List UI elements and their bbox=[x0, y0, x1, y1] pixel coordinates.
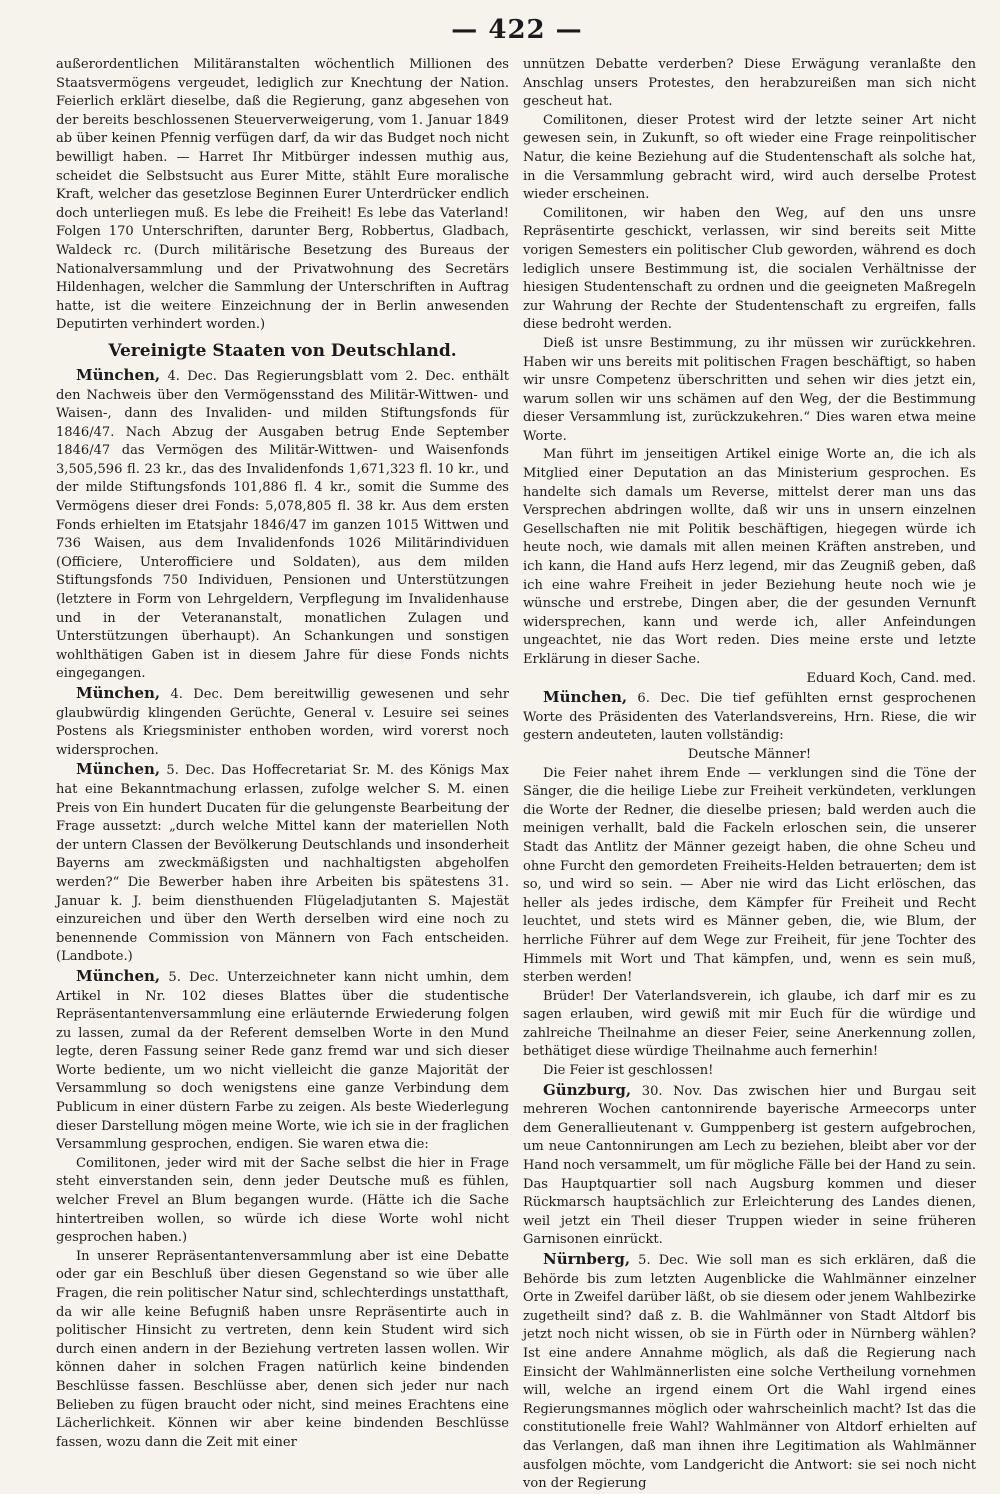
dateline: Nürnberg, bbox=[543, 1250, 631, 1268]
article-guenzburg bbox=[523, 1081, 976, 1250]
paragraph: Comilitonen, dieser Protest wird der letzte seiner Art nicht gewesen sein, in Zukunft, so oft wieder eine Frage reinpolitischer Natur, die keine Beziehung auf die Studentenschaft als solche hat, in die Versammlung gebracht wird, wird auch derselbe Protest wieder erscheinen. bbox=[523, 112, 976, 203]
article-muenchen-4 bbox=[56, 967, 509, 1155]
columns bbox=[56, 56, 978, 1494]
article-muenchen-2 bbox=[56, 684, 509, 760]
article-text: 5. Dec. Das Hoffecretariat Sr. M. des Königs Max hat eine Bekanntmachung erlassen, zufolge welcher S. M. einen Preis von Ein hundert Ducaten für die gelungenste Bearbeitung der Frage aussetzt: „durch welche Mittel kann der materiellen Noth der untern Classen der Bevölkerung Deutschlands und insonderheit Bayerns am zweckmäßigsten und nachhaltigsten abgeholfen werden?“ Die Bewerber haben ihre Arbeiten bis spätestens 31. Januar k. J. beim diensthuenden Flügeladjutanten S. Majestät einzureichen und über den Werth derselben wird eine noch zu benennende Commission von Männern von Fach entscheiden. (Landbote.) bbox=[56, 763, 509, 965]
dateline: Günzburg, bbox=[543, 1080, 632, 1099]
paragraph: unnützen Debatte verderben? Diese Erwägung veranlaßte den Anschlag unsers Protestes, den herabzureißen man sich nicht gescheut hat. bbox=[523, 57, 976, 110]
page-number: — 422 — bbox=[451, 15, 583, 45]
article-muenchen-1 bbox=[56, 366, 509, 684]
paragraph: Brüder! Der Vaterlandsverein, ich glaube, ich darf mir es zu sagen erlauben, wird gewiß mit mir Euch für die würdige und zahlreiche Theilnahme an dieser Feier, seine Anerkennung zollen, bethätiget diese würdige Theilnahme auch fernerhin! bbox=[523, 988, 976, 1060]
signature: Eduard Koch, Cand. med. bbox=[806, 670, 976, 686]
paragraph: In unserer Repräsentantenversammlung aber ist eine Debatte oder gar ein Beschluß über diesen Gegenstand so wie über alle Fragen, die rein politischer Natur sind, schlechterdings unstatthaft, da wir alle keine Befugniß haben unsre Repräsentirte auch in politischer Hinsicht zu vertreten, denn kein Student wird sich durch einen andern in der Beziehung vertreten lassen wollen. Wir können daher in solchen Fragen natürlich keine bindenden Beschlüsse fassen. Beschlüsse aber, denen sich jeder nur nach Belieben zu fügen braucht oder nicht, sind meines Erachtens eine Lächerlichkeit. Können wir aber keine bindenden Beschlüsse fassen, wozu dann die Zeit mit einer bbox=[56, 1248, 509, 1450]
article-text: 4. Dec. Das Regierungsblatt vom 2. Dec. enthält den Nachweis über den Vermögensstand des Militär-Wittwen- und Waisen-, dann des Invaliden- und milden Stiftungsfonds für 1846/47. Nach Abzug der Ausgaben betrug Ende September 1846/47 das Vermögen des Militär-Wittwen- und Waisenfonds 3,505,596 fl. 23 kr., das des Invalidenfonds 1,671,323 fl. 10 kr., und der milde Stiftungsfonds 101,886 fl. 4 kr., somit die Summe des Vermögens dieser drei Fonds: 5,078,805 fl. 38 kr. Aus dem ersten Fonds erhielten im Etatsjahr 1846/47 im ganzen 1015 Wittwen und 736 Waisen, aus dem Invalidenfonds 1026 Militärindividuen (Officiere, Unterofficiere und Soldaten), aus dem milden Stiftungsfonds 750 Individuen, Pensionen und Unterstützungen (letztere in Form von Lehrgeldern, Verpflegung im Invalidenhause und in der Veterananstalt, monatlichen Zulagen und Unterstützungen überhaupt). An Schankungen und sonstigen wohlthätigen Gaben ist in diesem Jahre für diese Fonds nichts eingegangen. bbox=[56, 368, 509, 682]
article-text: 30. Nov. Das zwischen hier und Burgau seit mehreren Wochen cantonnirende bayerische Armeecorps unter dem Generallieutenant v. Gumppenberg ist gestern aufgebrochen, um neue Cantonnirungen am Lech zu beziehen, bleibt aber vor der Hand noch versammelt, um für mögliche Fälle bei der Hand zu sein. Das Hauptquartier soll nach Augsburg kommen und dieser Rückmarsch hauptsächlich zur Erleichterung des Landes dienen, weil jetzt ein Theil dieser Truppen wieder in seine früheren Garnisonen einrückt. bbox=[523, 1083, 976, 1248]
dateline: München, bbox=[76, 684, 161, 702]
dateline: München, bbox=[76, 365, 161, 384]
paragraph: Man führt im jenseitigen Artikel einige Worte an, die ich als Mitglied einer Deputation an das Ministerium gesprochen. Es handelte sich damals um Reverse, mittelst derer man uns das Versprechen abdringen wollte, daß wir uns in unsern einzelnen Gesellschaften nie mit Politik beschäftigen, hiegegen würde ich heute noch, wie damals mit allen meinen Kräften anstreben, und ich kann, die Hand aufs Herz legend, mir das Zeugniß geben, daß ich eine wahre Freiheit in jeder Beziehung heute noch wie je wünsche und erstrebe, Dingen aber, die der gesunden Vernunft widersprechen, kann und werde ich, aller Anfeindungen ungeachtet, nie das Wort reden. Dies meine erste und letzte Erklärung in dieser Sache. bbox=[523, 447, 976, 667]
article-text: 4. Dec. Dem bereitwillig gewesenen und sehr glaubwürdig klingenden Gerüchte, General v. Lesuire sei seines Postens als Kriegsminister enthoben worden, wird vorerst noch widersprochen. bbox=[56, 687, 509, 758]
dateline: München, bbox=[76, 760, 161, 779]
article-muenchen-5 bbox=[523, 688, 976, 746]
article-muenchen-3 bbox=[56, 760, 509, 967]
right-column bbox=[523, 56, 976, 1494]
section-title: Vereinigte Staaten von Deutschland. bbox=[108, 340, 457, 361]
dateline: München, bbox=[543, 688, 628, 707]
paragraph: Dieß ist unsre Bestimmung, zu ihr müssen wir zurückkehren. Haben wir uns bereits mit politischen Fragen beschäftigt, so haben wir unsre Competenz überschritten und sehen wir dies jetzt ein, warum sollen wir uns schämen auf den Weg, der die Bestimmung dieser Versammlung ist, zurückzukehren.“ Dies waren etwa meine Worte. bbox=[523, 335, 976, 444]
paragraph: Comilitonen, jeder wird mit der Sache selbst die hier in Frage steht einverstanden sein, denn jeder Deutsche muß es fühlen, welcher Frevel an Blum begangen wurde. (Hätte ich die Sache hintertreiben wollen, so würde ich diese Worte wohl nicht gesprochen haben.) bbox=[56, 1155, 509, 1246]
dateline: München, bbox=[76, 966, 161, 985]
paragraph: Comilitonen, wir haben den Weg, auf den uns unsre Repräsentirte geschickt, verlassen, wir sind bereits seit Mitte vorigen Semesters ein politischer Club geworden, während es doch lediglich unsere Bestimmung ist, die socialen Verhältnisse der hiesigen Studentenschaft zu ordnen und die geeigneten Maßregeln zur Wahrung der Rechte der Studentenschaft zu ergreifen, falls diese bedroht werden. bbox=[523, 205, 976, 333]
salutation: Deutsche Männer! bbox=[687, 746, 812, 762]
article-text: 6. Dec. Die tief gefühlten ernst gesprochenen Worte des Präsidenten des Vaterlandsvereins, Hrn. Riese, die wir gestern andeuteten, lauten vollständig: bbox=[523, 691, 976, 744]
article-continuation: außerordentlichen Militäranstalten wöchentlich Millionen des Staatsvermögens vergeudet, lediglich zur Knechtung der Nation. Feierlich erklärt dieselbe, daß die Regierung, ganz abgesehen von der bereits beschlossenen Steuerverweigerung, vom 1. Januar 1849 ab über keinen Pfennig verfügen darf, da wir das Budget noch nicht bewilligt haben. — Harret Ihr Mitbürger indessen muthig aus, scheidet die Selbstsucht aus Eurer Mitte, stählt Eure moralische Kraft, welcher das gesetzlose Beginnen Eurer Unterdrücker endlich doch unterliegen muß. Es lebe die Freiheit! Es lebe das Vaterland! Folgen 170 Unterschriften, darunter Berg, Robbertus, Gladbach, Waldeck rc. (Durch militärische Besetzung des Bureaus der Nationalversammlung und der Privatwohnung des Secretärs Hildenhagen, welcher die Sammlung der Unterschriften in Auftrag hatte, ist die weitere Einzeichnung der in Berlin anwesenden Deputirten verhindert worden.) bbox=[56, 57, 509, 333]
paragraph: Die Feier ist geschlossen! bbox=[543, 1063, 714, 1079]
paragraph: Die Feier nahet ihrem Ende — verklungen sind die Töne der Sänger, die die heilige Liebe zur Freiheit verkündeten, verklungen die Worte der Redner, die dieselbe priesen; bald werden auch die meinigen verhallt, bald die Fackeln erloschen sein, die unserer Stadt das Antlitz der Männer gezeigt haben, die ohne Scheu und ohne Furcht den gemordeten Freiheits-Helden betrauerten; dem ist so, und wird so sein. — Aber nie wird das Licht erlöschen, das heller als jedes irdische, dem Kämpfer für Freiheit und Recht leuchtet, und stets wird es Männer geben, die, wie Blum, der herrliche Führer auf dem Wege zur Freiheit, für jene Tochter des Himmels mit Wort und That kämpfen, und, wenn es sein muß, sterben werden! bbox=[523, 765, 976, 986]
left-column bbox=[56, 56, 509, 1494]
article-text: 5. Dec. Wie soll man es sich erklären, daß die Behörde bis zum letzten Augenblicke die Wahlmänner einzelner Orte in Zweifel darüber läßt, ob sie diesem oder jenem Wahlbezirke zugetheilt sind? daß z. B. die Wahlmänner von Stadt Altdorf bis jetzt noch nicht wissen, ob sie in Fürth oder in Nürnberg wählen? Ist eine andere Annahme möglich, als daß die Regierung nach Einsicht der Wahlmännerlisten eine solche Vertheilung vornehmen will, welche an irgend einem Ort die Wahl irgend eines Regierungsmannes möglich oder wahrscheinlich macht? Ist das die constitutionelle freie Wahl? Wahlmänner von Altdorf erhielten auf das Verlangen, daß man ihnen ihre Legitimation als Wahlmänner ausfolgen möchte, vom Landgericht die Antwort: sie sei noch nicht von der Regierung bbox=[523, 1253, 976, 1492]
article-nuernberg bbox=[523, 1250, 976, 1494]
article-text: 5. Dec. Unterzeichneter kann nicht umhin, dem Artikel in Nr. 102 dieses Blattes über die studentische Repräsentantenversammlung eine erläuternde Erwiederung folgen zu lassen, zumal da der Referent demselben Worte in den Mund legte, deren Fassung seiner Rede ganz fremd war und sich dieser Worte bediente, um wo nicht vielleicht die ganze Majorität der Versammlung so doch wenigstens eine ganze Verbindung dem Publicum in einer düstern Farbe zu zeigen. Als beste Wiederlegung dieser Darstellung mögen meine Worte, wie ich sie in der fraglichen Versammlung gesprochen, endigen. Sie waren etwa die: bbox=[56, 969, 509, 1153]
